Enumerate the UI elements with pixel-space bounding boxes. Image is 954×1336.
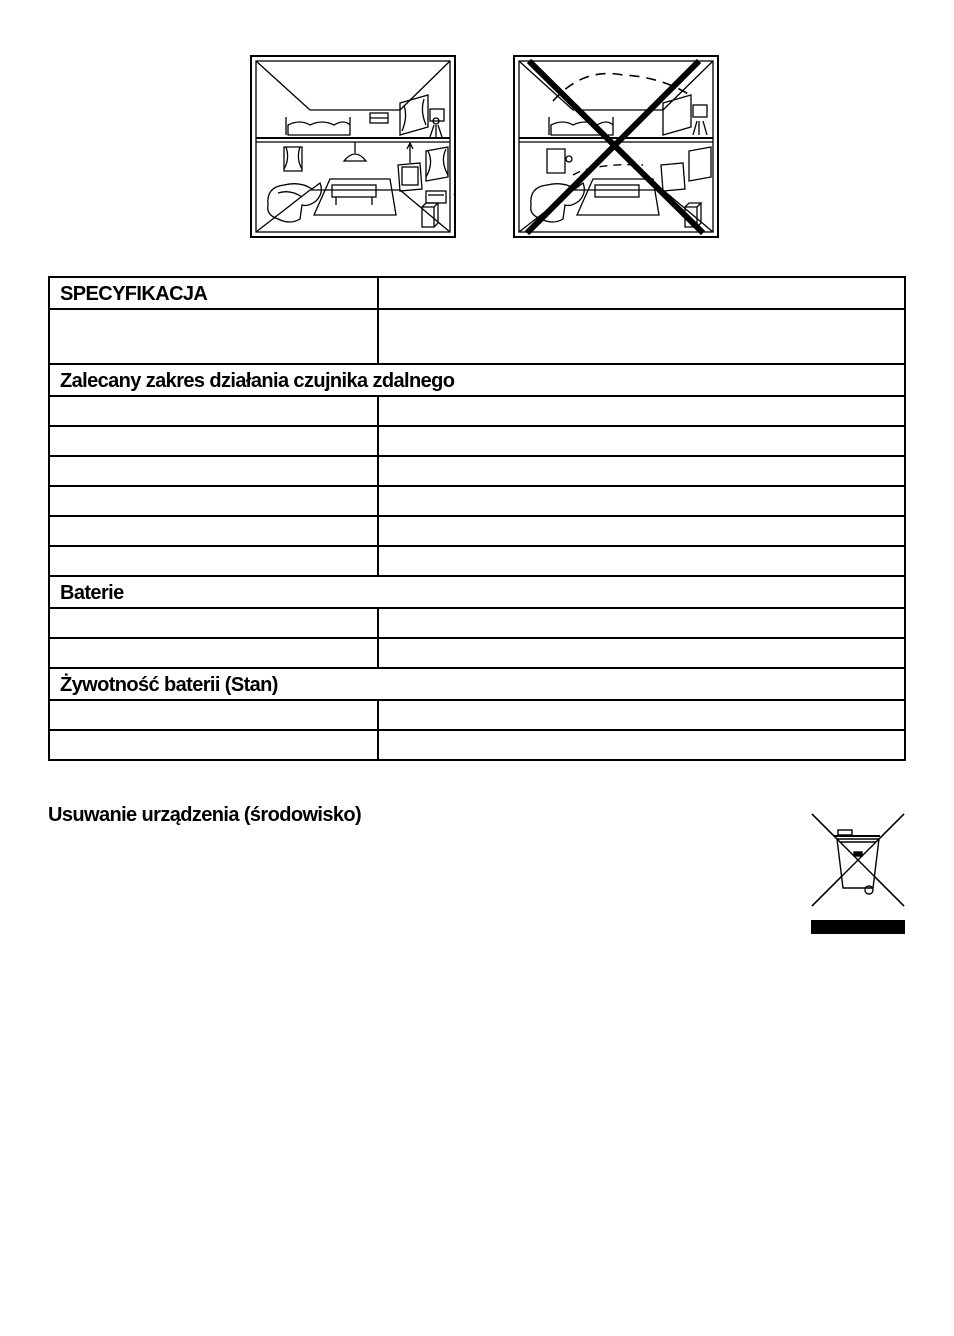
table-row [49,364,905,396]
specification-table [48,276,906,761]
table-row [49,516,905,546]
table-cell [378,486,905,516]
table-cell [49,608,378,638]
table-cell [378,516,905,546]
table-row [49,456,905,486]
table-cell [49,516,378,546]
table-cell [49,700,378,730]
room-placement-correct-icon [250,55,456,238]
disposal-title: Usuwanie urządzenia (środowisko) [48,804,362,826]
table-row [49,546,905,576]
table-cell [49,396,378,426]
table-cell [378,456,905,486]
table-cell [49,456,378,486]
section-remote-sensor-range: Zalecany zakres działania czujnika zdalnego [49,364,905,396]
table-cell [49,638,378,668]
table-cell [378,638,905,668]
table-row [49,700,905,730]
table-cell [49,486,378,516]
table-cell [49,546,378,576]
section-batteries: Baterie [49,576,905,608]
table-cell [378,309,905,364]
table-row [49,638,905,668]
table-row [49,426,905,456]
table-cell [49,426,378,456]
section-battery-life: Żywotność baterii (Stan) [49,668,905,700]
table-row [49,730,905,760]
table-cell [378,700,905,730]
table-row [49,576,905,608]
table-cell [378,546,905,576]
table-cell [378,426,905,456]
table-row [49,309,905,364]
table-cell [49,730,378,760]
table-row [49,277,905,309]
spec-title: SPECYFIKACJA [49,277,378,309]
table-row [49,668,905,700]
table-row [49,608,905,638]
table-cell [378,730,905,760]
table-cell [49,309,378,364]
room-placement-incorrect-icon [513,55,719,238]
weee-crossed-bin-icon [810,812,906,935]
table-row [49,486,905,516]
table-cell [378,396,905,426]
table-cell [378,608,905,638]
table-cell [378,277,905,309]
table-row [49,396,905,426]
